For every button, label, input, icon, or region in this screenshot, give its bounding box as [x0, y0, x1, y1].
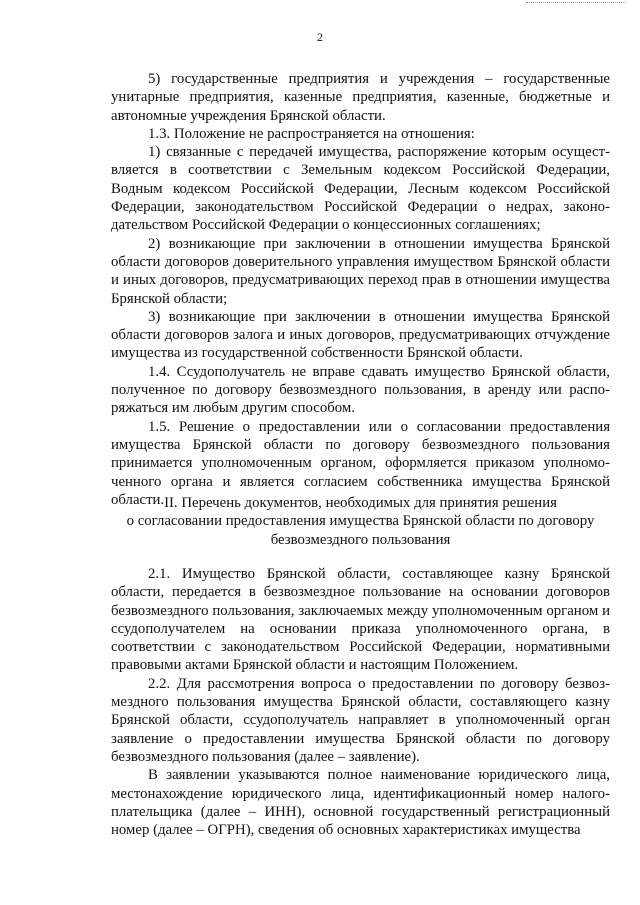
paragraph-1-3-item-3: 3) возникающие при заключении в отношении имущества Брянской области договоров залога и иных договоров, предусматривающих отчуждение имущества из государственной собственности Брянской области. — [111, 308, 610, 362]
page-number: 2 — [317, 30, 323, 44]
body-text-bottom — [111, 565, 610, 839]
body-text-top — [111, 70, 610, 509]
paragraph-application-contents: В заявлении указываются полное наименование юридического лица, местонахождение юридического лица, идентификационный номер налогоплательщика (далее – ИНН), основной государственный регистрационный номер (далее – ОГРН), сведения об основных характеристиках имущества — [111, 767, 610, 839]
paragraph-state-enterprises: 5) государственные предприятия и учреждения – государственные унитарные предприятия, казенные предприятия, казенные, бюджетные и автономные учреждения Брянской области. — [111, 71, 610, 124]
paragraph-2-1: 2.1. Имущество Брянской области, составляющее казну Брянской области, передается в безвозмездное пользование на основании договоров безвозмездного пользования, заключаемых между уполномоченным органом и ссудополучателем на основании приказа уполномоченного органа, в соответствии с законодательством Российской Федерации, нормативными правовыми актами Брянской области и настоящим Положением. — [111, 566, 610, 674]
paragraph-1-3: 1.3. Положение не распространяется на отношения: — [148, 125, 475, 142]
section-heading — [111, 494, 610, 549]
section-heading-line-1: II. Перечень документов, необходимых для принятия решения — [164, 495, 557, 511]
scan-edge-mark — [526, 2, 626, 4]
paragraph-1-4: 1.4. Ссудополучатель не вправе сдавать имущество Брянской области, полученное по договору безвозмездного пользования, в аренду или распоряжаться им любым другим способом. — [111, 363, 610, 417]
paragraph-1-5: 1.5. Решение о предоставлении или о согласовании предоставления имущества Брянской области по договору безвозмездного пользования принимается уполномоченным органом, оформляется приказом уполномоченного органа и является согласием собственника имущества Брянской области. — [111, 418, 610, 508]
section-heading-line-2: о согласовании предоставления имущества Брянской области по договору — [126, 513, 595, 530]
paragraph-1-3-item-1: 1) связанные с передачей имущества, распоряжение которым осуществляется в соответствии с Земельным кодексом Российской Федерации, Водным кодексом Российской Федерации, Лесным кодексом Российской Федерации, законодательством Российской Федерации о недрах, законодательством Российской Федерации о концессионных соглашениях; — [111, 144, 610, 234]
paragraph-1-3-item-2: 2) возникающие при заключении в отношении имущества Брянской области договоров доверительного управления имуществом Брянской области и иных договоров, предусматривающих переход прав в отношении имущества Брянской области; — [111, 235, 610, 307]
section-heading-line-3: безвозмездного пользования — [270, 531, 451, 548]
paragraph-2-2: 2.2. Для рассмотрения вопроса о предоставлении по договору безвозмездного пользования имущества Брянской области, составляющего казну Брянской области, ссудополучатель направляет в уполномоченный орган заявление о предоставлении имущества Брянской области по договору безвозмездного пользования (далее – заявление). — [111, 675, 610, 765]
